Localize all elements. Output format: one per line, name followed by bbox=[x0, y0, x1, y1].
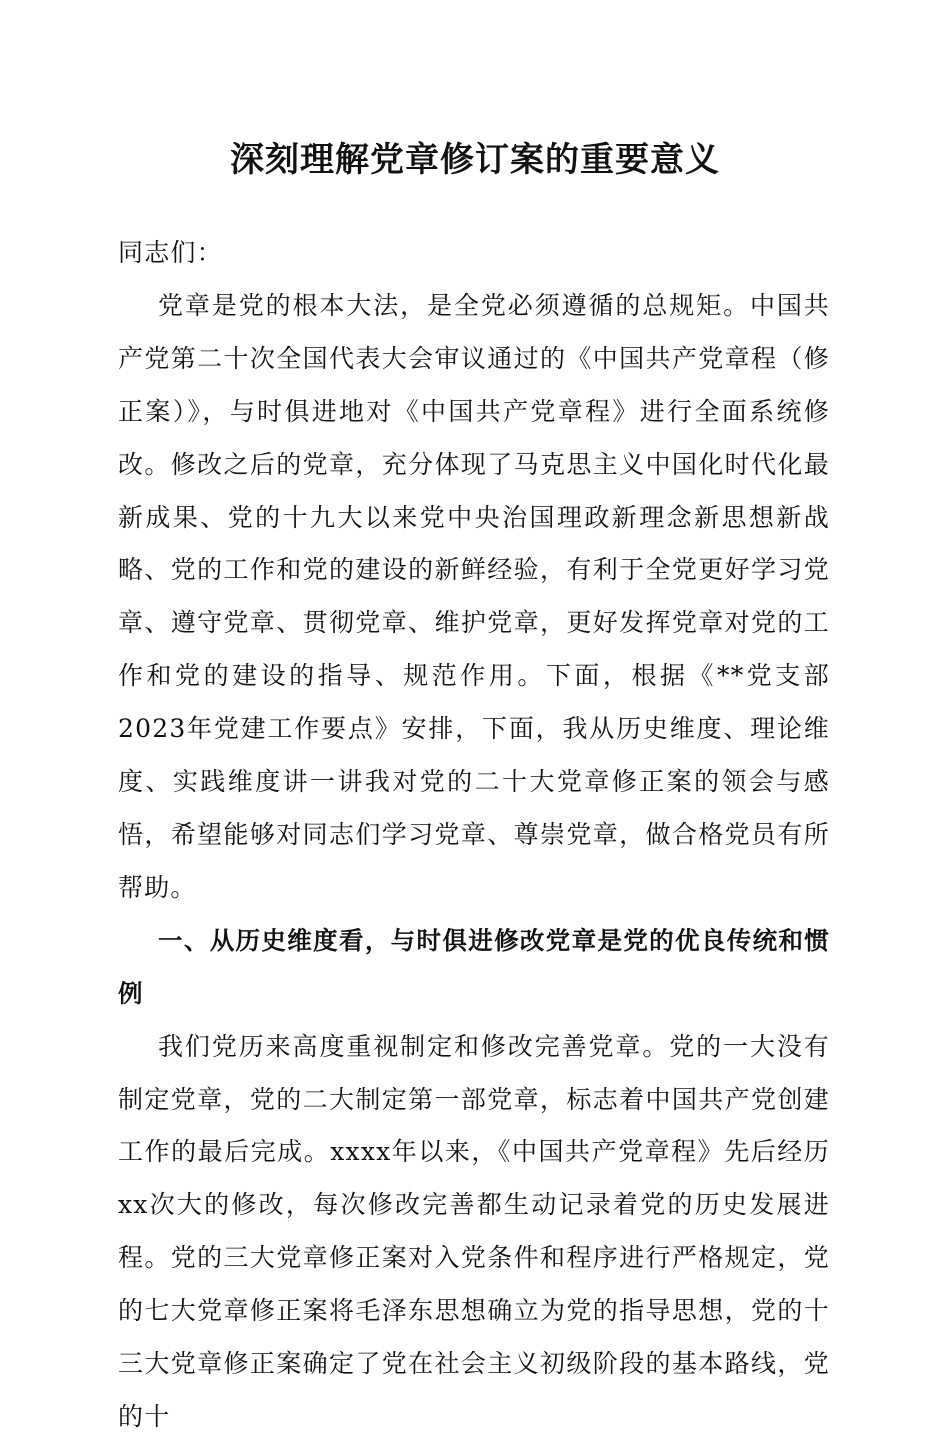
section-heading-1: 一、从历史维度看，与时俱进修改党章是党的优良传统和惯例 bbox=[118, 925, 830, 1008]
paragraph-intro: 党章是党的根本大法，是全党必须遵循的总规矩。中国共产党第二十次全国代表大会审议通过的《中国共产党章程（修正案）》，与时俱进地对《中国共产党章程》进行全面系统修改。修改之后的党章，充分体现了马克思主义中国化时代化最新成果、党的十九大以来党中央治国理政新理念新思想新战略、党的工作和党的建设的新鲜经验，有利于全党更好学习党章、遵守党章、贯彻党章、维护党章，更好发挥党章对党的工作和党的建设的指导、规范作用。下面，根据《**党支部2023年党建工作要点》安排，下面，我从历史维度、理论维度、实践维度讲一讲我对党的二十大党章修正案的领会与感悟，希望能够对同志们学习党章、尊崇党章，做合格党员有所帮助。 bbox=[118, 290, 830, 902]
document-body bbox=[118, 227, 830, 1444]
document-title: 深刻理解党章修订案的重要意义 bbox=[230, 140, 720, 180]
paragraph-history: 我们党历来高度重视制定和修改完善党章。党的一大没有制定党章，党的二大制定第一部党章，标志着中国共产党创建工作的最后完成。xxxx年以来，《中国共产党章程》先后经历xx次大的修改，每次修改完善都生动记录着党的历史发展进程。党的三大党章修正案对入党条件和程序进行严格规定，党的七大党章修正案将毛泽东思想确立为党的指导思想，党的十三大党章修正案确定了党在社会主义初级阶段的基本路线，党的十 bbox=[118, 1031, 830, 1431]
salutation: 同志们： bbox=[118, 238, 223, 267]
